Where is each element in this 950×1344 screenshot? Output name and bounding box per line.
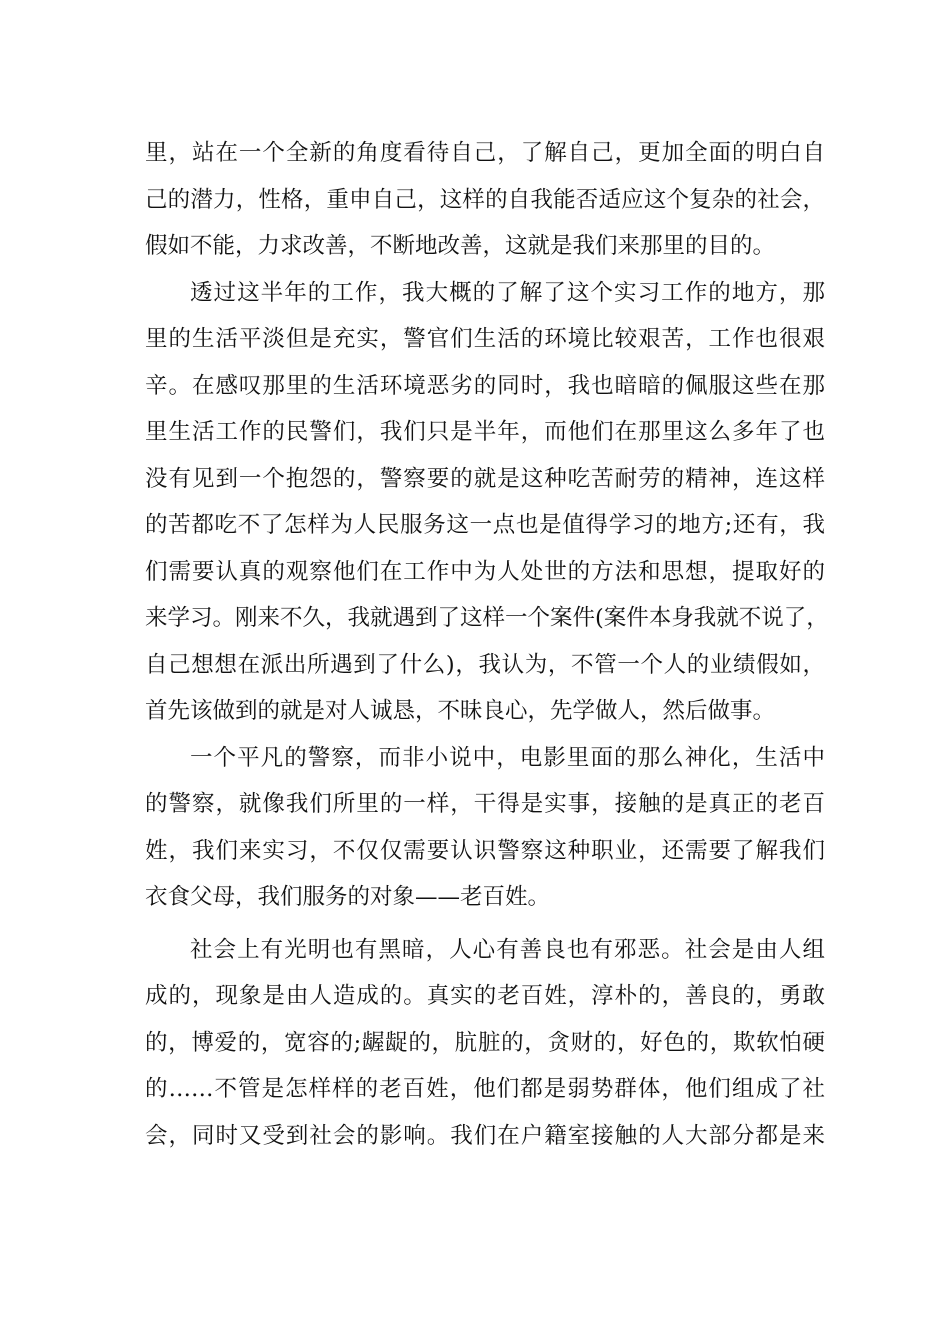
text-line: 假如不能，力求改善，不断地改善，这就是我们来那里的目的。 [145, 233, 776, 259]
text-line: 没有见到一个抱怨的，警察要的就是这种吃苦耐劳的精神，连这样 [145, 465, 825, 492]
paragraph-first-line: 一个平凡的警察，而非小说中，电影里面的那么神化，生活中 [190, 744, 825, 771]
text-line: 自己想想在派出所遇到了什么)，我认为，不管一个人的业绩假如， [145, 651, 825, 678]
text-line: 的苦都吃不了怎样为人民服务这一点也是值得学习的地方;还有，我 [145, 512, 825, 538]
text-line: 成的，现象是由人造成的。真实的老百姓，淳朴的，善良的，勇敢 [145, 983, 825, 1009]
text-line: 里，站在一个全新的角度看待自己，了解自己，更加全面的明白自 [145, 140, 825, 166]
text-line: 己的潜力，性格，重申自己，这样的自我能否适应这个复杂的社会， [145, 186, 825, 213]
text-line: 辛。在感叹那里的生活环境恶劣的同时，我也暗暗的佩服这些在那 [145, 372, 825, 399]
text-line: 的警察，就像我们所里的一样，干得是实事，接触的是真正的老百 [145, 791, 825, 817]
body-text [145, 130, 829, 1159]
text-line: 来学习。刚来不久，我就遇到了这样一个案件(案件本身我就不说了， [145, 605, 829, 631]
text-line: 首先该做到的就是对人诚恳，不昧良心，先学做人，然后做事。 [145, 698, 776, 724]
text-line: 姓，我们来实习，不仅仅需要认识警察这种职业，还需要了解我们 [145, 837, 825, 864]
text-line: 的，博爱的，宽容的;龌龊的，肮脏的，贪财的，好色的，欺软怕硬 [145, 1029, 825, 1056]
text-line: 衣食父母，我们服务的对象——老百姓。 [145, 884, 551, 910]
paragraph-first-line: 社会上有光明也有黑暗，人心有善良也有邪恶。社会是由人组 [190, 936, 825, 963]
text-line: 的……不管是怎样样的老百姓，他们都是弱势群体，他们组成了社 [145, 1076, 825, 1102]
text-line: 会，同时又受到社会的影响。我们在户籍室接触的人大部分都是来 [145, 1122, 825, 1149]
text-line: 里生活工作的民警们，我们只是半年，而他们在那里这么多年了也 [145, 419, 825, 445]
paragraph-first-line: 透过这半年的工作，我大概的了解了这个实习工作的地方，那 [190, 279, 825, 306]
text-line: 里的生活平淡但是充实，警官们生活的环境比较艰苦，工作也很艰 [145, 326, 825, 352]
text-line: 们需要认真的观察他们在工作中为人处世的方法和思想，提取好的 [145, 558, 825, 585]
